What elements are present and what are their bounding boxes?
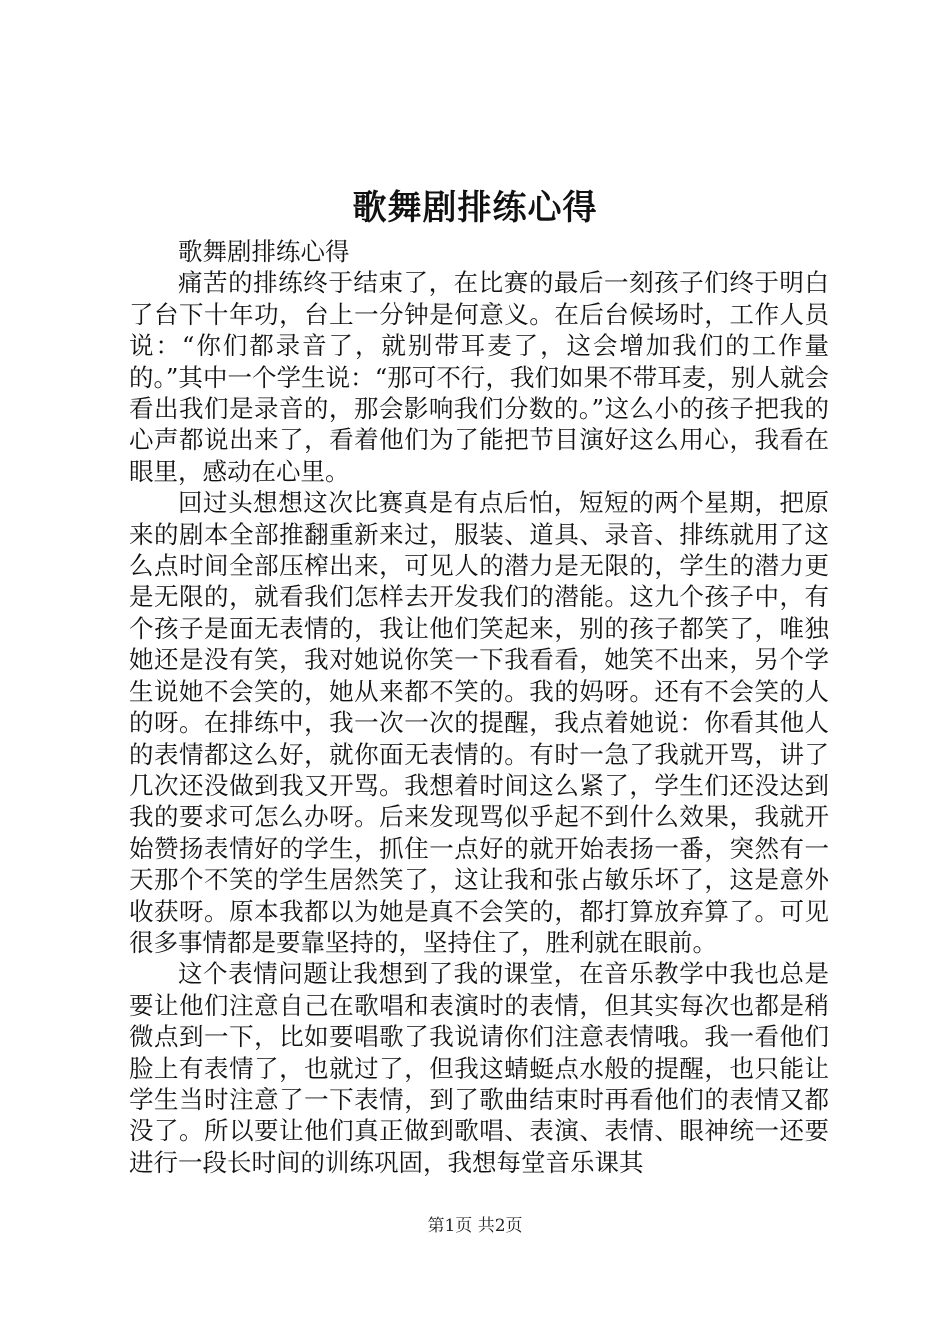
- paragraph-subtitle: 歌舞剧排练心得: [178, 237, 350, 266]
- paragraph-3: 这个表情问题让我想到了我的课堂，在音乐教学中我也总是要让他们注意自己在歌唱和表演时的表情，但其实每次也都是稍微点到一下，比如要唱歌了我说请你们注意表情哦。我一看他们脸上有表情了，也就过了，但我这蜻蜓点水般的提醒，也只能让学生当时注意了一下表情，到了歌曲结束时再看他们的表情又都没了。所以要让他们真正做到歌唱、表演、表情、眼神统一还要进行一段长时间的训练巩固，我想每堂音乐课其: [129, 959, 829, 1177]
- paragraph-2: 回过头想想这次比赛真是有点后怕，短短的两个星期，把原来的剧本全部推翻重新来过，服装、道具、录音、排练就用了这么点时间全部压榨出来，可见人的潜力是无限的，学生的潜力更是无限的，就看我们怎样去开发我们的潜能。这九个孩子中，有个孩子是面无表情的，我让他们笑起来，别的孩子都笑了，唯独她还是没有笑，我对她说你笑一下我看看，她笑不出来，另个学生说她不会笑的，她从来都不笑的。我的妈呀。还有不会笑的人的呀。在排练中，我一次一次的提醒，我点着她说：你看其他人的表情都这么好，就你面无表情的。有时一急了我就开骂，讲了几次还没做到我又开骂。我想着时间这么紧了，学生们还没达到我的要求可怎么办呀。后来发现骂似乎起不到什么效果，我就开始赞扬表情好的学生，抓住一点好的就开始表扬一番，突然有一天那个不笑的学生居然笑了，这让我和张占敏乐坏了，这是意外收获呀。原本我都以为她是真不会笑的，都打算放弃算了。可见很多事情都是要靠坚持的，坚持住了，胜利就在眼前。: [129, 488, 829, 957]
- paragraph-1: 痛苦的排练终于结束了，在比赛的最后一刻孩子们终于明白了台下十年功，台上一分钟是何意义。在后台候场时，工作人员说：“你们都录音了，就别带耳麦了，这会增加我们的工作量的。”其中一个学生说：“那可不行，我们如果不带耳麦，别人就会看出我们是录音的，那会影响我们分数的。”这么小的孩子把我的心声都说出来了，看着他们为了能把节目演好这么用心，我看在眼里，感动在心里。: [129, 268, 829, 486]
- page-number-footer: 第1页 共2页: [427, 1216, 523, 1236]
- document-body: [129, 236, 829, 1178]
- document-title: 歌舞剧排练心得: [352, 188, 598, 228]
